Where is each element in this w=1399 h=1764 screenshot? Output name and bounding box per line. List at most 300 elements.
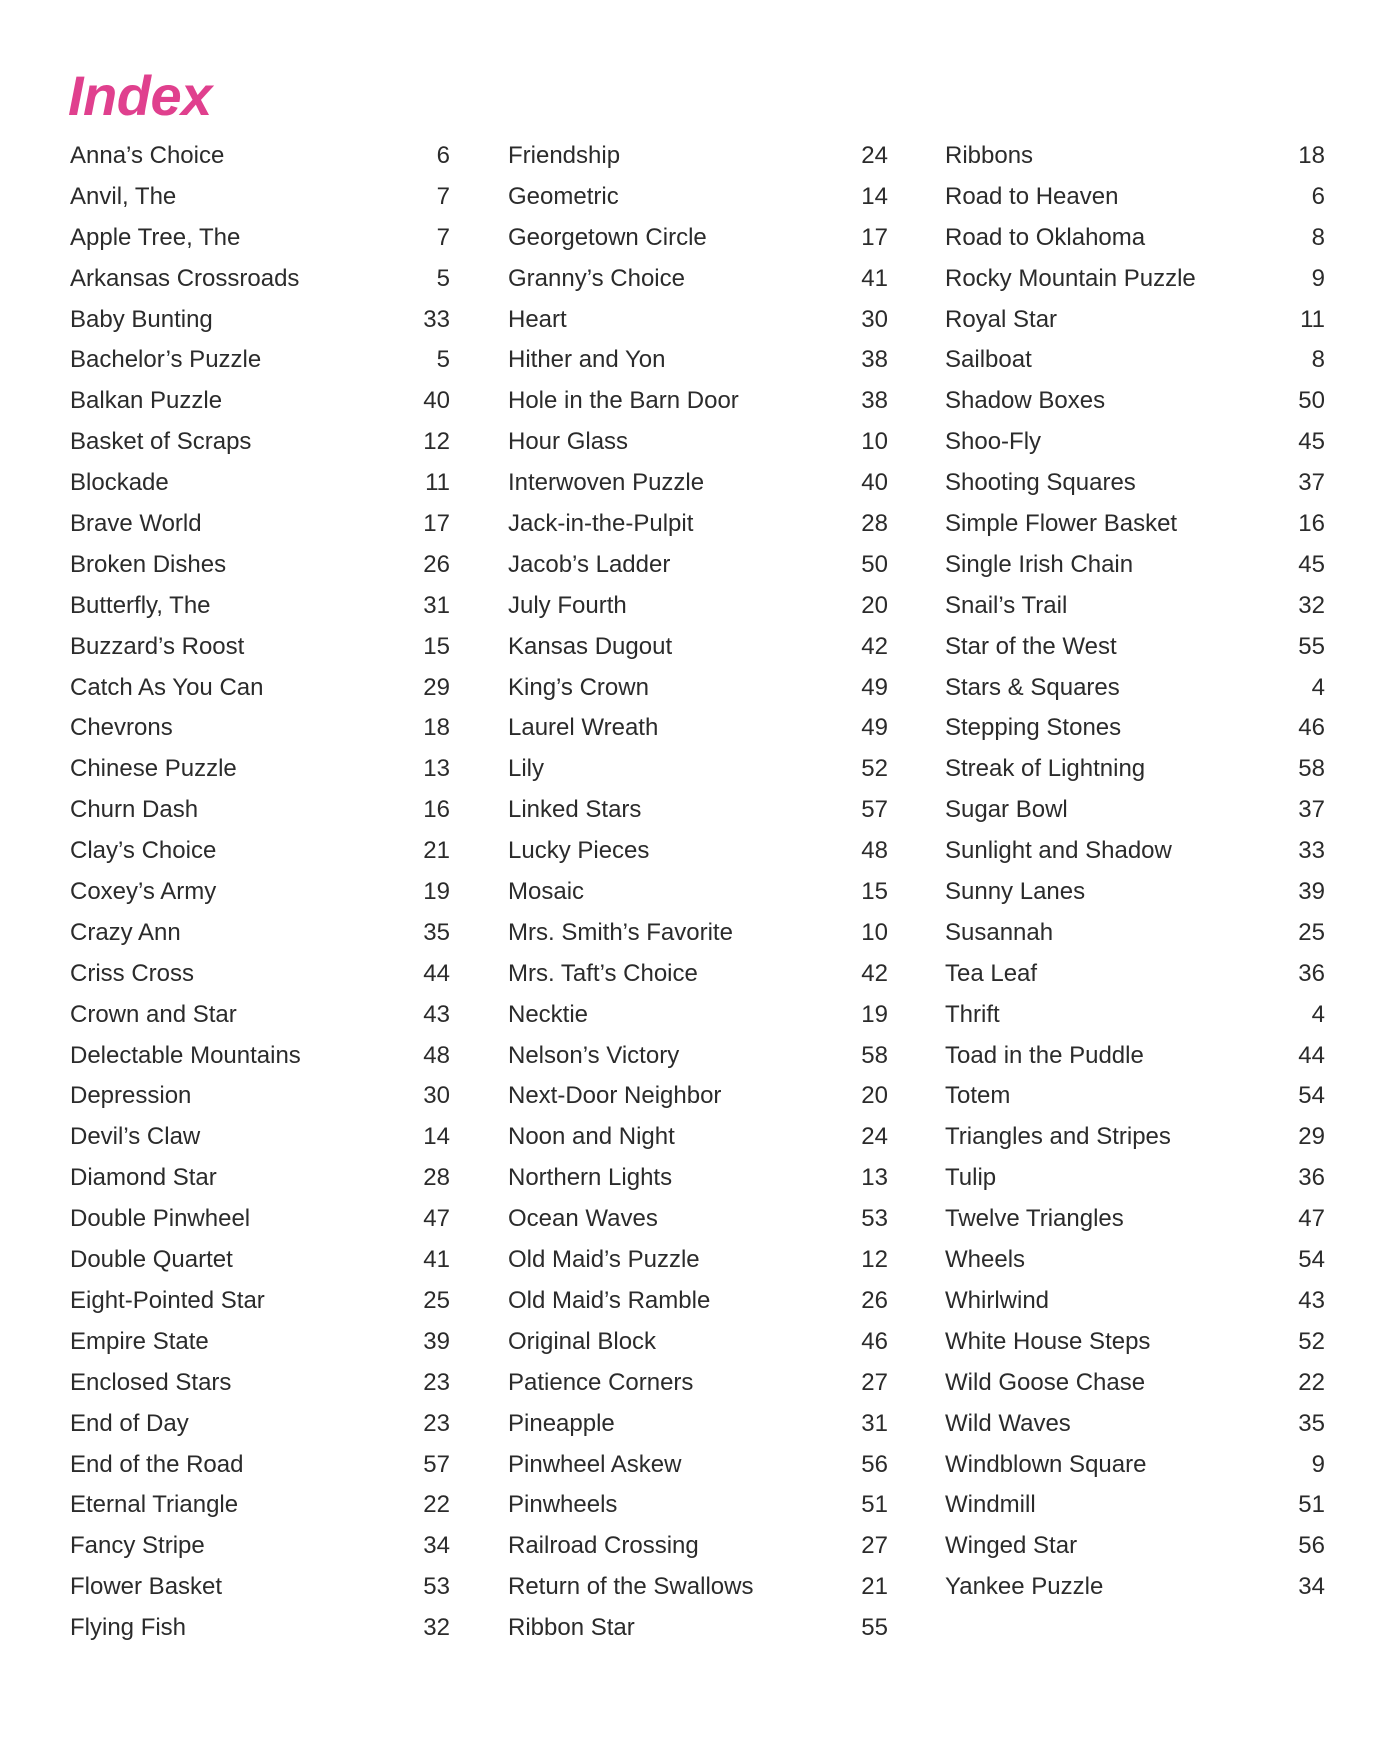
entry-name: Snail’s Trail: [945, 591, 1068, 619]
index-entry: [70, 1281, 450, 1322]
entry-name: July Fourth: [508, 591, 627, 619]
index-entry: [508, 463, 888, 504]
entry-page-number: 53: [861, 1205, 888, 1233]
entry-page-number: 36: [1298, 1164, 1325, 1192]
index-entry: [70, 1117, 450, 1158]
index-entry: [945, 136, 1325, 177]
entry-name: Thrift: [945, 1000, 1000, 1028]
entry-page-number: 14: [423, 1123, 450, 1151]
entry-name: Necktie: [508, 1000, 589, 1028]
entry-name: Original Block: [508, 1327, 657, 1355]
entry-page-number: 26: [861, 1286, 888, 1314]
entry-page-number: 6: [1311, 182, 1325, 210]
entry-name: Catch As You Can: [70, 673, 264, 701]
index-entry: [70, 1445, 450, 1486]
entry-page-number: 11: [1300, 305, 1325, 333]
entry-page-number: 43: [423, 1000, 450, 1028]
index-entry: [70, 259, 450, 300]
entry-page-number: 46: [861, 1327, 888, 1355]
index-entry: [508, 1240, 888, 1281]
index-entry: [508, 1485, 888, 1526]
entry-page-number: 13: [423, 755, 450, 783]
entry-page-number: 32: [1298, 591, 1325, 619]
page-title: Index: [68, 64, 212, 127]
entry-page-number: 15: [423, 632, 450, 660]
entry-name: Depression: [70, 1082, 192, 1110]
index-entry: [70, 463, 450, 504]
entry-page-number: 19: [423, 878, 450, 906]
entry-name: Mosaic: [508, 878, 585, 906]
index-entry: [945, 259, 1325, 300]
entry-page-number: 25: [1298, 918, 1325, 946]
entry-page-number: 58: [1298, 755, 1325, 783]
entry-name: Royal Star: [945, 305, 1058, 333]
index-entry: [508, 1608, 888, 1649]
entry-name: Butterfly, The: [70, 591, 211, 619]
entry-page-number: 56: [1298, 1532, 1325, 1560]
index-entry: [508, 1076, 888, 1117]
entry-name: Diamond Star: [70, 1164, 217, 1192]
entry-page-number: 42: [861, 959, 888, 987]
entry-page-number: 24: [861, 1123, 888, 1151]
entry-page-number: 51: [861, 1491, 888, 1519]
entry-page-number: 20: [861, 591, 888, 619]
entry-page-number: 35: [423, 918, 450, 946]
entry-page-number: 32: [423, 1614, 450, 1642]
entry-name: Sunny Lanes: [945, 878, 1086, 906]
index-entry: [70, 1158, 450, 1199]
entry-name: Blockade: [70, 469, 169, 497]
entry-name: Windmill: [945, 1491, 1036, 1519]
entry-page-number: 17: [423, 510, 450, 538]
index-entry: [70, 381, 450, 422]
entry-page-number: 23: [423, 1368, 450, 1396]
entry-name: Jack-in-the-Pulpit: [508, 510, 694, 538]
entry-name: Broken Dishes: [70, 550, 227, 578]
entry-page-number: 44: [423, 959, 450, 987]
index-entry: [508, 545, 888, 586]
entry-name: Single Irish Chain: [945, 550, 1134, 578]
entry-page-number: 17: [861, 223, 888, 251]
entry-page-number: 23: [423, 1409, 450, 1437]
index-entry: [70, 1199, 450, 1240]
entry-name: Crazy Ann: [70, 918, 181, 946]
entry-page-number: 30: [861, 305, 888, 333]
index-entry: [70, 790, 450, 831]
entry-page-number: 33: [423, 305, 450, 333]
index-entry: [945, 1445, 1325, 1486]
index-entry: [945, 1404, 1325, 1445]
entry-page-number: 4: [1311, 1000, 1325, 1028]
entry-page-number: 40: [861, 469, 888, 497]
index-entry: [508, 136, 888, 177]
index-entry: [70, 1485, 450, 1526]
entry-name: Bachelor’s Puzzle: [70, 346, 262, 374]
entry-page-number: 35: [1298, 1409, 1325, 1437]
entry-name: Tea Leaf: [945, 959, 1038, 987]
index-entry: [508, 1363, 888, 1404]
entry-name: Hither and Yon: [508, 346, 666, 374]
entry-name: Ocean Waves: [508, 1205, 658, 1233]
index-entry: [70, 1363, 450, 1404]
entry-name: Wild Goose Chase: [945, 1368, 1146, 1396]
entry-page-number: 55: [1298, 632, 1325, 660]
index-entry: [70, 913, 450, 954]
index-entry: [508, 995, 888, 1036]
index-entry: [508, 749, 888, 790]
entry-name: Sailboat: [945, 346, 1032, 374]
entry-name: Star of the West: [945, 632, 1117, 660]
entry-name: Rocky Mountain Puzzle: [945, 264, 1196, 292]
entry-page-number: 51: [1298, 1491, 1325, 1519]
index-entry: [70, 545, 450, 586]
entry-page-number: 31: [423, 591, 450, 619]
entry-page-number: 41: [423, 1246, 450, 1274]
index-entry: [945, 954, 1325, 995]
entry-name: Railroad Crossing: [508, 1532, 699, 1560]
entry-page-number: 31: [861, 1409, 888, 1437]
entry-name: Devil’s Claw: [70, 1123, 201, 1151]
entry-page-number: 21: [423, 837, 450, 865]
index-entry: [508, 954, 888, 995]
entry-page-number: 52: [861, 755, 888, 783]
entry-page-number: 45: [1298, 550, 1325, 578]
entry-name: Eternal Triangle: [70, 1491, 239, 1519]
entry-page-number: 16: [1298, 510, 1325, 538]
index-entry: [70, 1076, 450, 1117]
index-entry: [70, 627, 450, 668]
entry-page-number: 58: [861, 1041, 888, 1069]
index-entry: [70, 1404, 450, 1445]
entry-name: Apple Tree, The: [70, 223, 241, 251]
entry-page-number: 34: [1298, 1573, 1325, 1601]
index-entry: [945, 831, 1325, 872]
index-entry: [945, 708, 1325, 749]
entry-name: Georgetown Circle: [508, 223, 707, 251]
index-entry: [508, 1158, 888, 1199]
index-entry: [70, 749, 450, 790]
index-entry: [508, 872, 888, 913]
index-entry: [70, 1322, 450, 1363]
entry-page-number: 47: [1298, 1205, 1325, 1233]
index-entry: [945, 872, 1325, 913]
entry-name: Pineapple: [508, 1409, 615, 1437]
entry-page-number: 42: [861, 632, 888, 660]
index-entry: [70, 1608, 450, 1649]
entry-page-number: 37: [1298, 796, 1325, 824]
entry-name: Sunlight and Shadow: [945, 837, 1172, 865]
entry-page-number: 54: [1298, 1246, 1325, 1274]
entry-name: Old Maid’s Ramble: [508, 1286, 711, 1314]
index-entry: [945, 913, 1325, 954]
entry-page-number: 21: [861, 1573, 888, 1601]
index-entry: [945, 177, 1325, 218]
index-entry: [508, 831, 888, 872]
entry-name: Noon and Night: [508, 1123, 675, 1151]
entry-name: Return of the Swallows: [508, 1573, 754, 1601]
index-entry: [945, 1485, 1325, 1526]
entry-name: Criss Cross: [70, 959, 194, 987]
entry-name: Toad in the Puddle: [945, 1041, 1144, 1069]
entry-page-number: 20: [861, 1082, 888, 1110]
entry-name: End of the Road: [70, 1450, 244, 1478]
entry-page-number: 57: [861, 796, 888, 824]
index-entry: [508, 1036, 888, 1077]
index-entry: [508, 381, 888, 422]
entry-page-number: 8: [1311, 223, 1325, 251]
entry-page-number: 52: [1298, 1327, 1325, 1355]
entry-name: Road to Heaven: [945, 182, 1119, 210]
entry-page-number: 55: [861, 1614, 888, 1642]
entry-name: Next-Door Neighbor: [508, 1082, 722, 1110]
entry-name: Triangles and Stripes: [945, 1123, 1171, 1151]
index-entry: [945, 1158, 1325, 1199]
index-entry: [945, 1526, 1325, 1567]
index-entry: [508, 708, 888, 749]
entry-page-number: 26: [423, 550, 450, 578]
index-entry: [945, 340, 1325, 381]
entry-name: Linked Stars: [508, 796, 642, 824]
entry-page-number: 39: [1298, 878, 1325, 906]
index-entry: [945, 545, 1325, 586]
index-entry: [70, 586, 450, 627]
index-column-2: [508, 136, 888, 1649]
entry-page-number: 13: [861, 1164, 888, 1192]
entry-page-number: 43: [1298, 1286, 1325, 1314]
index-entry: [508, 790, 888, 831]
entry-page-number: 10: [861, 428, 888, 456]
entry-name: Interwoven Puzzle: [508, 469, 705, 497]
entry-name: Jacob’s Ladder: [508, 550, 671, 578]
index-entry: [508, 1199, 888, 1240]
entry-page-number: 56: [861, 1450, 888, 1478]
entry-name: Sugar Bowl: [945, 796, 1068, 824]
entry-page-number: 19: [861, 1000, 888, 1028]
entry-page-number: 10: [861, 918, 888, 946]
entry-name: Baby Bunting: [70, 305, 213, 333]
index-entry: [508, 1404, 888, 1445]
entry-page-number: 39: [423, 1327, 450, 1355]
index-entry: [945, 1281, 1325, 1322]
entry-page-number: 24: [861, 142, 888, 169]
entry-page-number: 57: [423, 1450, 450, 1478]
entry-name: Balkan Puzzle: [70, 387, 223, 415]
index-entry: [945, 749, 1325, 790]
entry-page-number: 15: [861, 878, 888, 906]
entry-name: Yankee Puzzle: [945, 1573, 1104, 1601]
entry-page-number: 36: [1298, 959, 1325, 987]
entry-page-number: 46: [1298, 714, 1325, 742]
entry-name: King’s Crown: [508, 673, 649, 701]
entry-page-number: 34: [423, 1532, 450, 1560]
entry-name: Double Pinwheel: [70, 1205, 251, 1233]
index-entry: [508, 1567, 888, 1608]
index-entry: [508, 504, 888, 545]
entry-page-number: 8: [1311, 346, 1325, 374]
index-entry: [508, 668, 888, 709]
entry-page-number: 12: [861, 1246, 888, 1274]
entry-name: Basket of Scraps: [70, 428, 252, 456]
entry-page-number: 29: [1298, 1123, 1325, 1151]
entry-page-number: 18: [423, 714, 450, 742]
index-entry: [508, 218, 888, 259]
entry-name: Ribbon Star: [508, 1614, 635, 1642]
index-entry: [70, 995, 450, 1036]
entry-name: Streak of Lightning: [945, 755, 1146, 783]
entry-page-number: 33: [1298, 837, 1325, 865]
entry-page-number: 48: [423, 1041, 450, 1069]
entry-page-number: 11: [425, 469, 450, 497]
index-entry: [945, 1322, 1325, 1363]
index-entry: [70, 1036, 450, 1077]
index-entry: [945, 300, 1325, 341]
index-column-3: [945, 136, 1325, 1608]
entry-name: Tulip: [945, 1164, 997, 1192]
entry-name: Shoo-Fly: [945, 428, 1042, 456]
index-entry: [70, 177, 450, 218]
index-entry: [508, 1117, 888, 1158]
entry-page-number: 45: [1298, 428, 1325, 456]
entry-name: Hole in the Barn Door: [508, 387, 739, 415]
index-entry: [70, 504, 450, 545]
entry-page-number: 54: [1298, 1082, 1325, 1110]
entry-name: Lucky Pieces: [508, 837, 650, 865]
index-entry: [508, 422, 888, 463]
entry-page-number: 41: [861, 264, 888, 292]
index-entry: [945, 422, 1325, 463]
index-entry: [945, 668, 1325, 709]
entry-page-number: 38: [861, 387, 888, 415]
entry-name: Buzzard’s Roost: [70, 632, 245, 660]
index-column-1: [70, 136, 450, 1649]
index-entry: [945, 504, 1325, 545]
index-entry: [70, 136, 450, 177]
entry-name: Delectable Mountains: [70, 1041, 301, 1069]
entry-name: Susannah: [945, 918, 1054, 946]
entry-name: Anvil, The: [70, 182, 177, 210]
entry-name: Granny’s Choice: [508, 264, 685, 292]
entry-name: Clay’s Choice: [70, 837, 217, 865]
entry-name: Shooting Squares: [945, 469, 1136, 497]
entry-name: Enclosed Stars: [70, 1368, 232, 1396]
entry-name: Crown and Star: [70, 1000, 237, 1028]
entry-page-number: 9: [1311, 1450, 1325, 1478]
index-entry: [508, 177, 888, 218]
index-entry: [508, 300, 888, 341]
entry-name: Totem: [945, 1082, 1011, 1110]
index-entry: [70, 1567, 450, 1608]
index-entry: [70, 422, 450, 463]
entry-page-number: 37: [1298, 469, 1325, 497]
entry-name: End of Day: [70, 1409, 189, 1437]
index-entry: [508, 340, 888, 381]
index-entry: [508, 1526, 888, 1567]
entry-name: Chinese Puzzle: [70, 755, 237, 783]
entry-page-number: 14: [861, 182, 888, 210]
index-entry: [508, 1445, 888, 1486]
entry-name: Heart: [508, 305, 567, 333]
entry-name: Mrs. Smith’s Favorite: [508, 918, 733, 946]
index-entry: [945, 381, 1325, 422]
index-entry: [945, 218, 1325, 259]
index-entry: [70, 1526, 450, 1567]
index-entry: [508, 259, 888, 300]
index-entry: [945, 586, 1325, 627]
entry-name: Pinwheel Askew: [508, 1450, 682, 1478]
index-entry: [945, 995, 1325, 1036]
entry-name: Brave World: [70, 510, 202, 538]
entry-page-number: 48: [861, 837, 888, 865]
entry-name: Whirlwind: [945, 1286, 1050, 1314]
entry-name: Hour Glass: [508, 428, 629, 456]
index-entry: [508, 913, 888, 954]
index-entry: [945, 1363, 1325, 1404]
entry-name: Lily: [508, 755, 545, 783]
entry-name: Wheels: [945, 1246, 1026, 1274]
entry-page-number: 47: [423, 1205, 450, 1233]
entry-page-number: 50: [1298, 387, 1325, 415]
entry-name: Patience Corners: [508, 1368, 694, 1396]
entry-page-number: 50: [861, 550, 888, 578]
entry-name: Fancy Stripe: [70, 1532, 205, 1560]
entry-name: Churn Dash: [70, 796, 199, 824]
entry-page-number: 5: [436, 346, 450, 374]
index-entry: [70, 300, 450, 341]
index-entry: [70, 831, 450, 872]
entry-name: Coxey’s Army: [70, 878, 217, 906]
entry-name: Geometric: [508, 182, 619, 210]
entry-page-number: 27: [861, 1532, 888, 1560]
index-entry: [945, 790, 1325, 831]
entry-page-number: 25: [423, 1286, 450, 1314]
entry-page-number: 22: [1298, 1368, 1325, 1396]
entry-name: White House Steps: [945, 1327, 1151, 1355]
entry-page-number: 4: [1311, 673, 1325, 701]
entry-name: Twelve Triangles: [945, 1205, 1124, 1233]
entry-page-number: 27: [861, 1368, 888, 1396]
entry-page-number: 40: [423, 387, 450, 415]
index-entry: [70, 1240, 450, 1281]
index-entry: [945, 627, 1325, 668]
index-entry: [945, 1036, 1325, 1077]
entry-page-number: 6: [436, 142, 450, 169]
entry-name: Flower Basket: [70, 1573, 223, 1601]
entry-name: Chevrons: [70, 714, 173, 742]
entry-name: Flying Fish: [70, 1614, 187, 1642]
index-entry: [70, 668, 450, 709]
entry-page-number: 49: [861, 714, 888, 742]
entry-name: Mrs. Taft’s Choice: [508, 959, 698, 987]
entry-name: Road to Oklahoma: [945, 223, 1146, 251]
entry-name: Empire State: [70, 1327, 209, 1355]
index-entry: [945, 463, 1325, 504]
entry-name: Winged Star: [945, 1532, 1078, 1560]
index-entry: [945, 1117, 1325, 1158]
entry-page-number: 28: [861, 510, 888, 538]
index-entry: [70, 340, 450, 381]
index-entry: [945, 1199, 1325, 1240]
entry-name: Arkansas Crossroads: [70, 264, 300, 292]
entry-name: Stars & Squares: [945, 673, 1120, 701]
entry-name: Simple Flower Basket: [945, 510, 1178, 538]
entry-name: Ribbons: [945, 142, 1034, 169]
index-entry: [70, 954, 450, 995]
entry-name: Wild Waves: [945, 1409, 1071, 1437]
index-entry: [70, 872, 450, 913]
entry-page-number: 28: [423, 1164, 450, 1192]
index-entry: [508, 1322, 888, 1363]
index-entry: [508, 627, 888, 668]
